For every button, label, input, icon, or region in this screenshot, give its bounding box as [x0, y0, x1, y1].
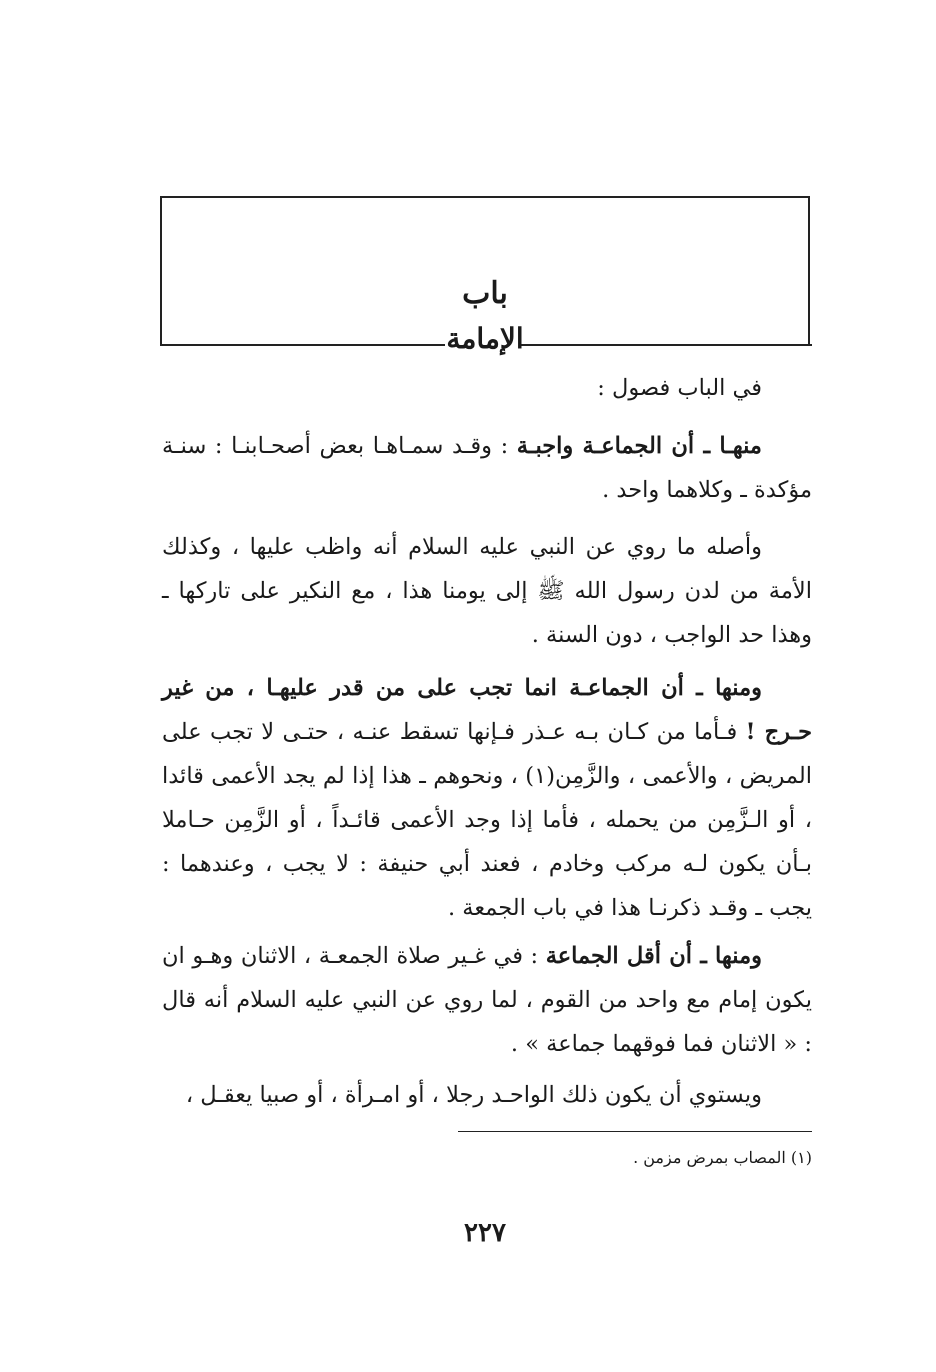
footnote-separator — [458, 1131, 812, 1132]
page-number: ٢٢٧ — [464, 1218, 506, 1248]
paragraph-section-2 — [162, 666, 812, 930]
paragraph-text: ويستوي أن يكون ذلك الواحـد رجلا ، أو امـرأة ، أو صبيا يعقـل ، — [185, 1082, 762, 1108]
paragraph-evidence — [162, 525, 812, 657]
section-heading: منهـا ـ أن الجماعـة واجبـة — [516, 433, 762, 459]
paragraph-text: : في غـير صلاة الجمعـة ، الاثنان وهـو ان يكون إمام مع واحد من القوم ، لما روي عن النبي عليه السلام أنه قال : « الاثنان فما فوقهما جماعة » . — [162, 943, 812, 1057]
paragraph-section-1 — [162, 424, 812, 512]
section-heading: ومنها ـ أن أقل الجماعة — [545, 943, 762, 969]
footnote: (١) المصاب بمرض مزمن . — [633, 1148, 812, 1167]
paragraph-text: وأصله ما روي عن النبي عليه السلام أنه واظب عليها ، وكذلك الأمة من لدن رسول الله ﷺ إلى يومنا هذا ، مع النكير على تاركها ـ وهذا حد الواجب ، دون السنة . — [162, 534, 812, 648]
paragraph-text: في الباب فصول : — [597, 375, 762, 401]
chapter-heading: باب — [462, 276, 508, 311]
paragraph-text: : وقـد سمـاهـا بعض أصحـابنـا : سنـة مؤكدة ـ وكلاهما واحد . — [162, 433, 812, 503]
paragraph-intro — [162, 366, 812, 410]
paragraph-section-3 — [162, 934, 812, 1066]
paragraph-continuation — [162, 1073, 812, 1117]
section-heading: ومنها ـ أن الجماعـة انما تجب على من قدر عليهـا ، من غير حـرج ! — [162, 675, 813, 745]
paragraph-text: فـأما من كـان بـه عـذر فـإنها تسقط عنـه ، حتـى لا تجب على المريض ، والأعمى ، والزَّمِن(١) ، ونحوهم ـ هذا إذا لم يجد الأعمى قائدا ، أو الـزَّمِن من يحمله ، فأما إذا وجد الأعمى قائـداً ، أو الزَّمِن حـاملا بـأن يكون لـه مركب وخادم ، فعند أبي حنيفة : لا يجب ، وعندهما : يجب ـ وقـد ذكرنـا هذا في باب الجمعة . — [162, 719, 812, 921]
chapter-title: الإمامة — [446, 322, 524, 355]
